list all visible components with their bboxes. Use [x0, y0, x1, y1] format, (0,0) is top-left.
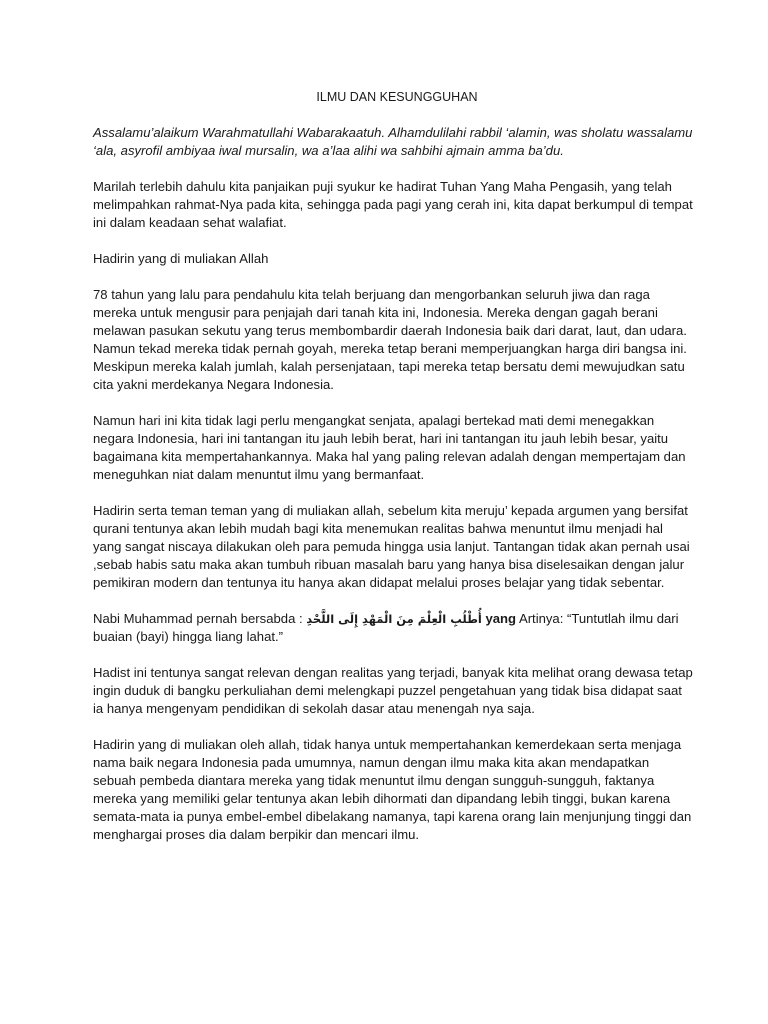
document-page [93, 88, 693, 862]
paragraph-history: 78 tahun yang lalu para pendahulu kita telah berjuang dan mengorbankan seluruh jiwa dan raga mereka untuk mengusir para penjajah dari tanah kita ini, Indonesia. Mereka dengan gagah berani melawan pasukan sekutu yang terus membombardir daerah Indonesia baik dari darat, laut, dan udara. Namun tekad mereka tidak pernah goyah, mereka tetap berani memperjuangkan harga diri bangsa ini. Meskipun mereka kalah jumlah, kalah persenjataan, tapi mereka tetap bersatu demi mewujudkan satu cita yakni merdekanya Negara Indonesia. [93, 287, 687, 392]
hadith-yang: yang [485, 611, 517, 626]
hadith-lead: Nabi Muhammad pernah bersabda : [93, 611, 307, 626]
paragraph-address: Hadirin yang di muliakan Allah [93, 251, 269, 266]
document-title: ILMU DAN KESUNGGUHAN [316, 90, 478, 104]
paragraph-argument: Hadirin serta teman teman yang di muliakan allah, sebelum kita meruju’ kepada argumen yang bersifat qurani tentunya akan lebih mudah bagi kita menemukan realitas bahwa menuntut ilmu menjadi hal yang sangat niscaya dilakukan oleh para pemuda hingga usia lanjut. Tantangan tidak akan pernah usai ,sebab habis satu maka akan tumbuh ribuan masalah baru yang hanya bisa diselesaikan dengan jalur pemikiran modern dan tentunya itu hanya akan didapat melalui proses belajar yang tidak sebentar. [93, 503, 690, 590]
paragraph-hadith [93, 610, 693, 646]
greeting-paragraph: Assalamu’alaikum Warahmatullahi Wabarakaatuh. Alhamdulilahi rabbil ‘alamin, was sholatu wassalamu ‘ala, asyrofil ambiyaa iwal mursalin, wa a’laa alihi wa sahbihi ajmain amma ba’du. [93, 125, 693, 158]
paragraph-relevance: Hadist ini tentunya sangat relevan dengan realitas yang terjadi, banyak kita melihat orang dewasa tetap ingin duduk di bangku perkuliahan demi melengkapi puzzel pengetahuan yang tidak bisa didapat saat ia hanya mengenyam pendidikan di sekolah dasar atau menengah nya saja. [93, 665, 693, 716]
paragraph-opening: Marilah terlebih dahulu kita panjaikan puji syukur ke hadirat Tuhan Yang Maha Pengasih, yang telah melimpahkan rahmat-Nya pada kita, sehingga pada pagi yang cerah ini, kita dapat berkumpul di tempat ini dalam keadaan sehat walafiat. [93, 179, 693, 230]
paragraph-conclusion: Hadirin yang di muliakan oleh allah, tidak hanya untuk mempertahankan kemerdekaan serta menjaga nama baik negara Indonesia pada umumnya, namun dengan ilmu maka kita akan mendapatkan sebuah pembeda diantara mereka yang tidak menuntut ilmu dengan sungguh-sungguh, faktanya mereka yang memiliki gelar tentunya akan lebih dihormati dan dipandang lebih tinggi, bukan karena semata-mata ia punya embel-embel dibelakang namanya, tapi karena orang lain menjunjung tinggi dan menghargai proses dia dalam berpikir dan mencari ilmu. [93, 737, 692, 842]
hadith-translation: Artinya: “Tuntutlah ilmu dari buaian (bayi) hingga liang lahat.” [93, 611, 679, 644]
paragraph-challenge: Namun hari ini kita tidak lagi perlu mengangkat senjata, apalagi bertekad mati demi menegakkan negara Indonesia, hari ini tantangan itu jauh lebih berat, hari ini tantangan itu jauh lebih besar, yaitu bagaimana kita mempertahankannya. Maka hal yang paling relevan adalah dengan mempertajam dan meneguhkan niat dalam menuntut ilmu yang bermanfaat. [93, 413, 686, 482]
hadith-arabic-text: أُطْلُبِ الْعِلْمَ مِنَ الْمَهْدِ إِلَى اللَّحْدِ [306, 612, 482, 626]
